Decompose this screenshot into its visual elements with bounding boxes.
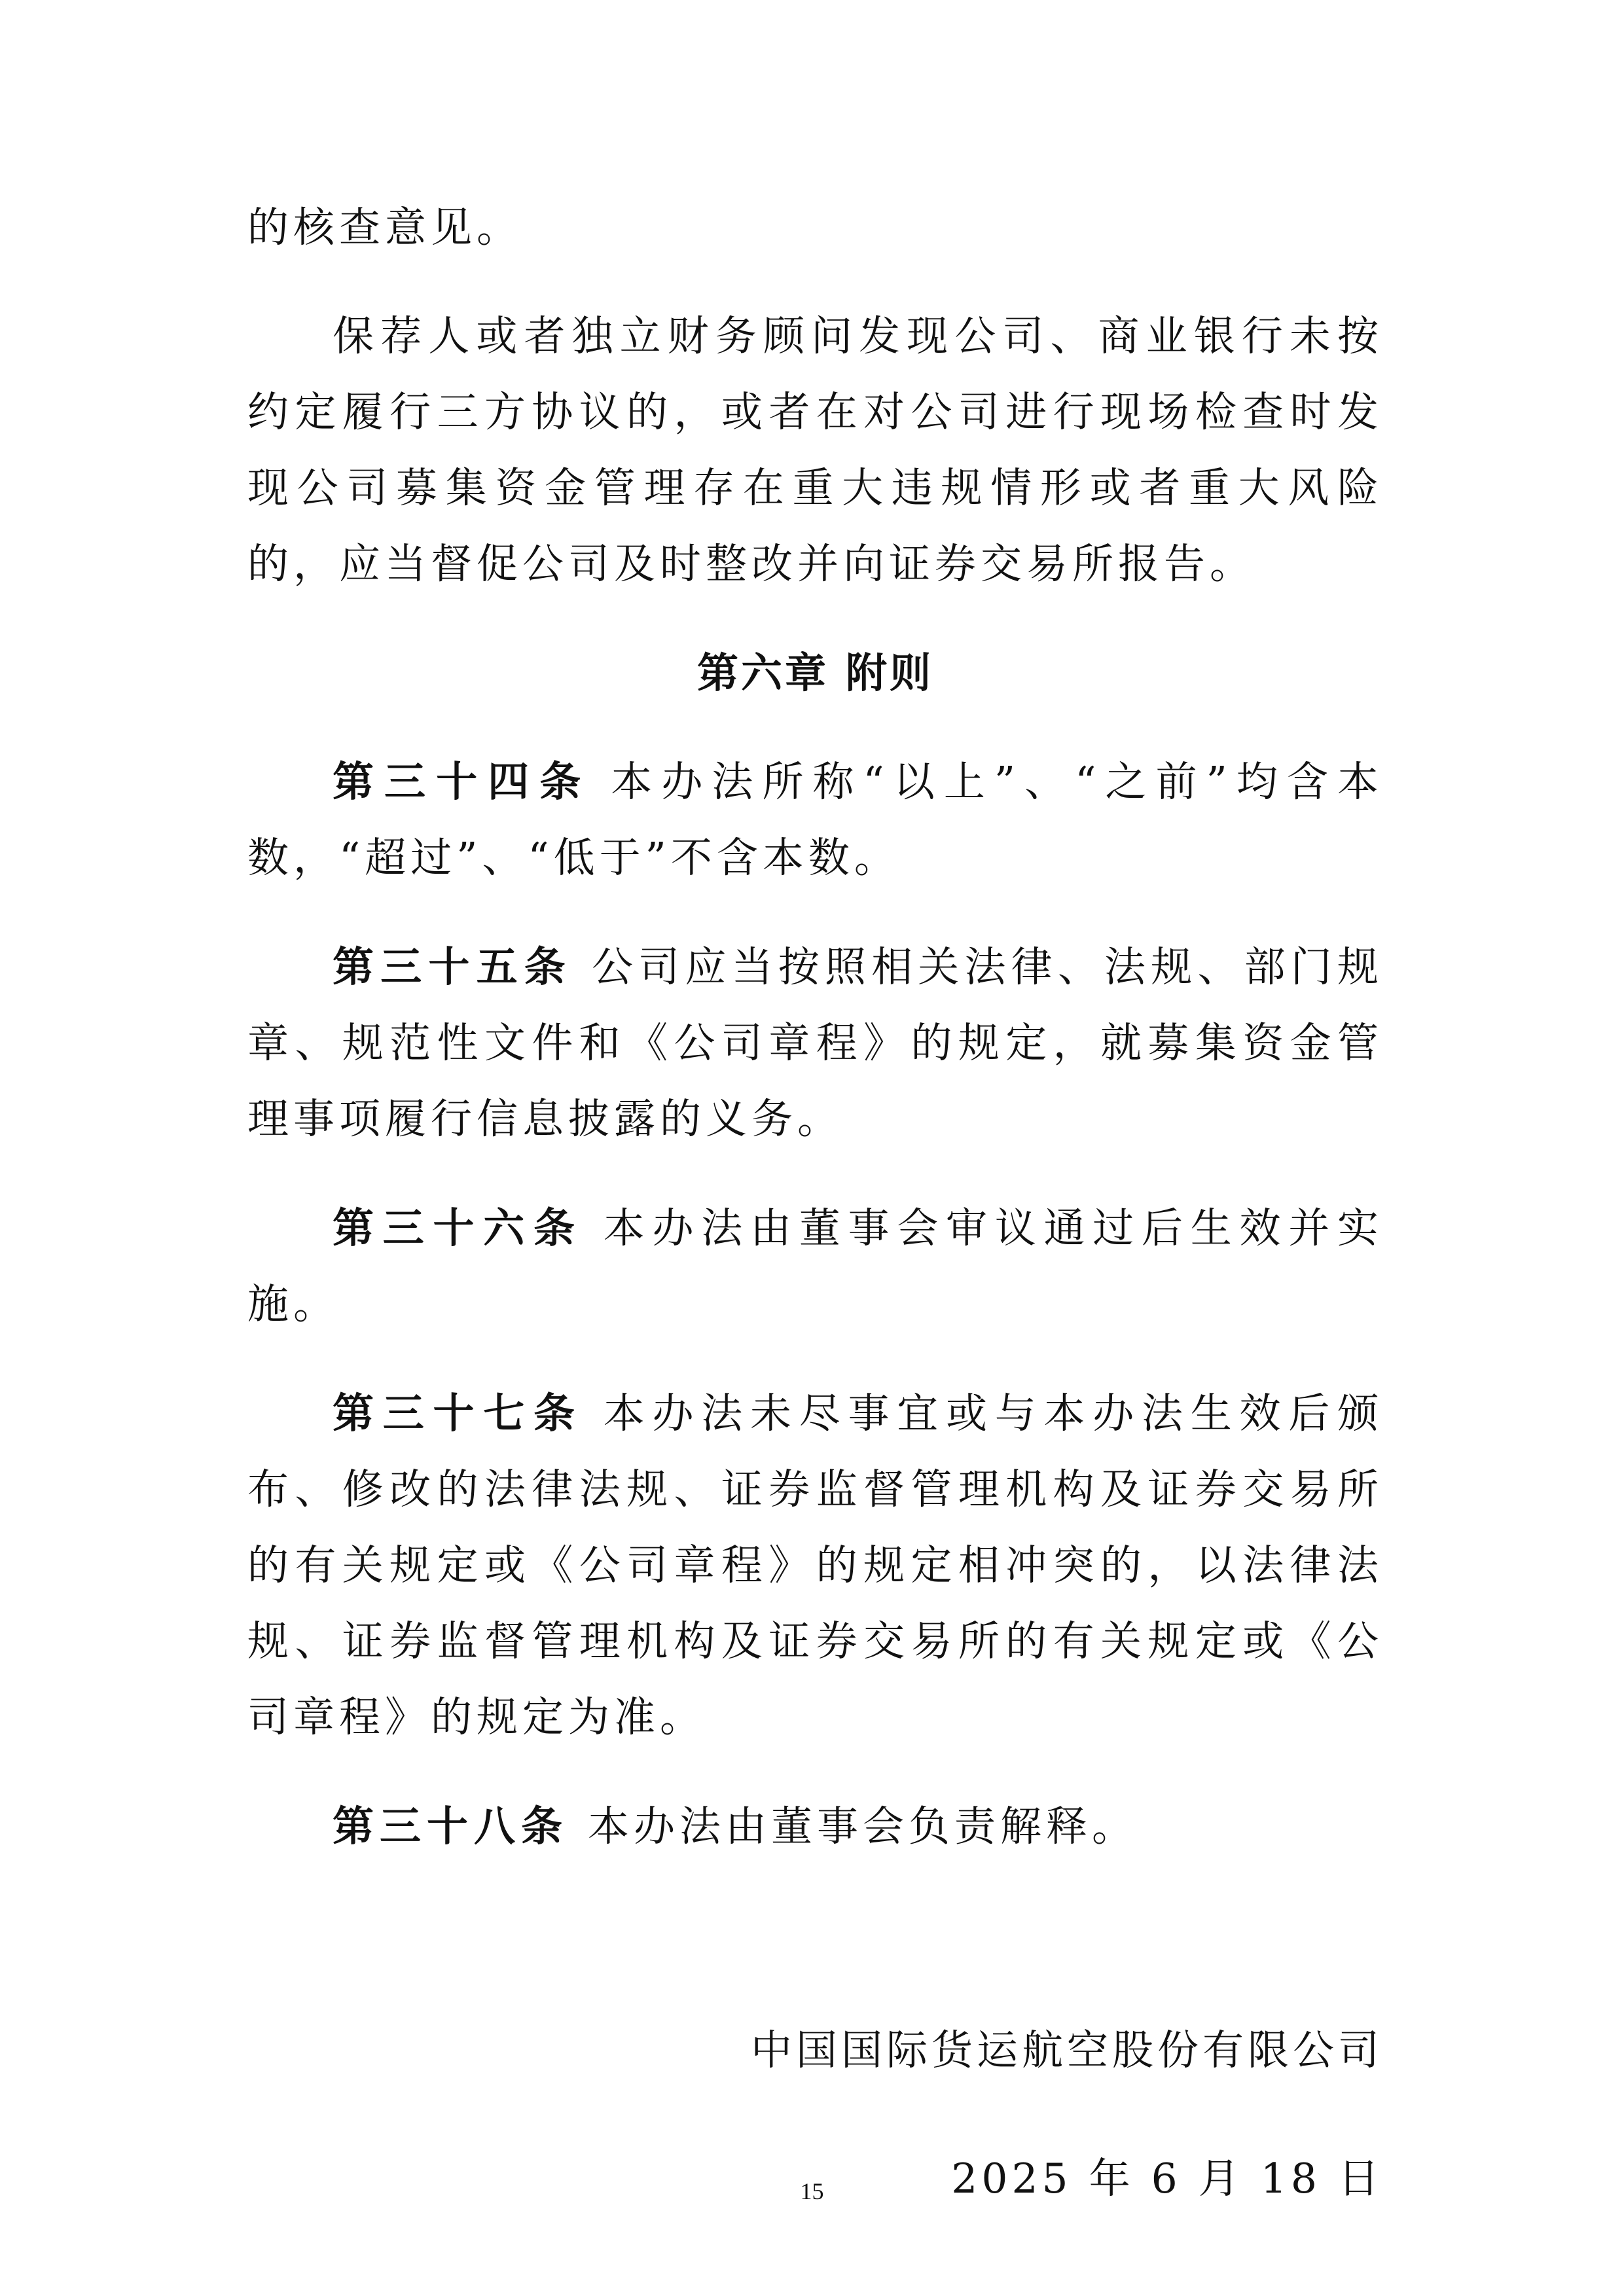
page-number: 15 <box>800 2178 824 2204</box>
article-number: 第三十七条 <box>333 1389 584 1437</box>
chapter-title: 第六章 附则 <box>697 649 933 697</box>
article-number: 第三十八条 <box>333 1802 568 1850</box>
article-text: 本办法由董事会审议通过后生效并实施。 <box>247 1204 1383 1328</box>
article-35 <box>247 929 1383 1157</box>
signature-company: 中国国际货运航空股份有限公司 <box>751 2026 1383 2074</box>
paragraph-continuation: 的核查意见。 <box>247 204 522 251</box>
article-text: 本办法未尽事宜或与本办法生效后颁布、修改的法律法规、证券监督管理机构及证券交易所的有关规定或《公司章程》的规定相冲突的，以法律法规、证券监督管理机构及证券交易所的有关规定或《公司章程》的规定为准。 <box>247 1390 1383 1741</box>
article-37 <box>247 1375 1383 1755</box>
article-text: 公司应当按照相关法律、法规、部门规章、规范性文件和《公司章程》的规定，就募集资金管理事项履行信息披露的义务。 <box>247 943 1384 1143</box>
article-36 <box>247 1190 1383 1342</box>
document-body <box>247 190 1383 2217</box>
article-38 <box>247 1788 1383 1865</box>
article-number: 第三十五条 <box>333 942 572 991</box>
article-text: 本办法所称“以上”、“之前”均含本数，“超过”、“低于”不含本数。 <box>247 758 1383 882</box>
article-text: 本办法由董事会负责解释。 <box>588 1803 1138 1850</box>
paragraph-sponsor-duty: 保荐人或者独立财务顾问发现公司、商业银行未按约定履行三方协议的，或者在对公司进行现场检查时发现公司募集资金管理存在重大违规情形或者重大风险的，应当督促公司及时整改并向证券交易所报告。 <box>247 312 1383 588</box>
article-number: 第三十四条 <box>333 757 592 806</box>
article-34 <box>247 744 1383 896</box>
signature-date: 2025 年 6 月 18 日 <box>951 2155 1383 2202</box>
article-number: 第三十六条 <box>333 1204 584 1252</box>
